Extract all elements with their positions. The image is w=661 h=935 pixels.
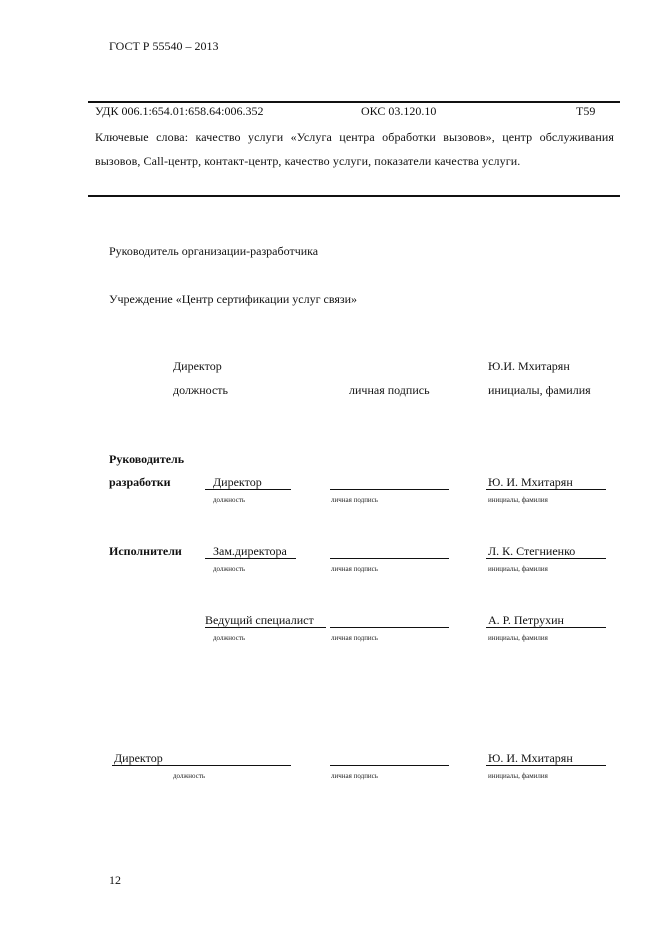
executors-label: Исполнители [109, 544, 182, 558]
org-position: Директор [173, 359, 222, 373]
caption-signature: личная подпись [331, 496, 378, 504]
org-caption-position: должность [173, 383, 228, 397]
dev-lead-position-line [205, 489, 291, 490]
dev-lead-position: Директор [213, 475, 262, 489]
caption-name: инициалы, фамилия [488, 634, 548, 642]
dev-lead-label-line1: Руководитель [109, 452, 185, 466]
caption-signature: личная подпись [331, 634, 378, 642]
executor-1-name: Л. К. Стегниенко [488, 544, 576, 558]
dev-lead-name: Ю. И. Мхитарян [488, 475, 573, 489]
director-position: Директор [114, 751, 163, 765]
bottom-rule [88, 195, 620, 197]
udk-code: УДК 006.1:654.01:658.64:006.352 [95, 104, 264, 118]
executor-2-position: Ведущий специалист [205, 613, 314, 627]
director-name-line [486, 765, 606, 766]
executor-1-position: Зам.директора [213, 544, 287, 558]
executor-2-name-line [486, 627, 606, 628]
top-rule [88, 101, 620, 103]
org-name: Учреждение «Центр сертификации услуг связи» [109, 292, 358, 306]
class-code: Т59 [576, 104, 596, 118]
org-caption-name: инициалы, фамилия [488, 383, 591, 397]
dev-lead-name-line [486, 489, 606, 490]
org-signer-name: Ю.И. Мхитарян [488, 359, 570, 373]
director-position-line [112, 765, 291, 766]
caption-position: должность [173, 772, 206, 780]
executor-2-signature-line [330, 627, 449, 628]
caption-name: инициалы, фамилия [488, 772, 548, 780]
caption-name: инициалы, фамилия [488, 565, 548, 573]
executor-2-name: А. Р. Петрухин [488, 613, 564, 627]
caption-position: должность [213, 634, 246, 642]
dev-lead-label-line2: разработки [109, 475, 171, 489]
standard-designation: ГОСТ Р 55540 – 2013 [109, 39, 219, 53]
caption-name: инициалы, фамилия [488, 496, 548, 504]
caption-signature: личная подпись [331, 565, 378, 573]
caption-position: должность [213, 565, 246, 573]
caption-position: должность [213, 496, 246, 504]
org-caption-signature: личная подпись [349, 383, 430, 397]
executor-1-name-line [486, 558, 606, 559]
executor-1-position-line [205, 558, 296, 559]
executor-1-signature-line [330, 558, 449, 559]
director-signature-line [330, 765, 449, 766]
director-name: Ю. И. Мхитарян [488, 751, 573, 765]
org-head-label: Руководитель организации-разработчика [109, 244, 319, 258]
caption-signature: личная подпись [331, 772, 378, 780]
keywords-text: Ключевые слова: качество услуги «Услуга центра обработки вызовов», центр обслуживания вызовов, Call-центр, контакт-центр, качество услуги, показатели качества услуги. [95, 130, 614, 168]
executor-2-position-line [205, 627, 326, 628]
dev-lead-signature-line [330, 489, 449, 490]
page-number: 12 [109, 873, 121, 887]
oks-code: ОКС 03.120.10 [361, 104, 437, 118]
